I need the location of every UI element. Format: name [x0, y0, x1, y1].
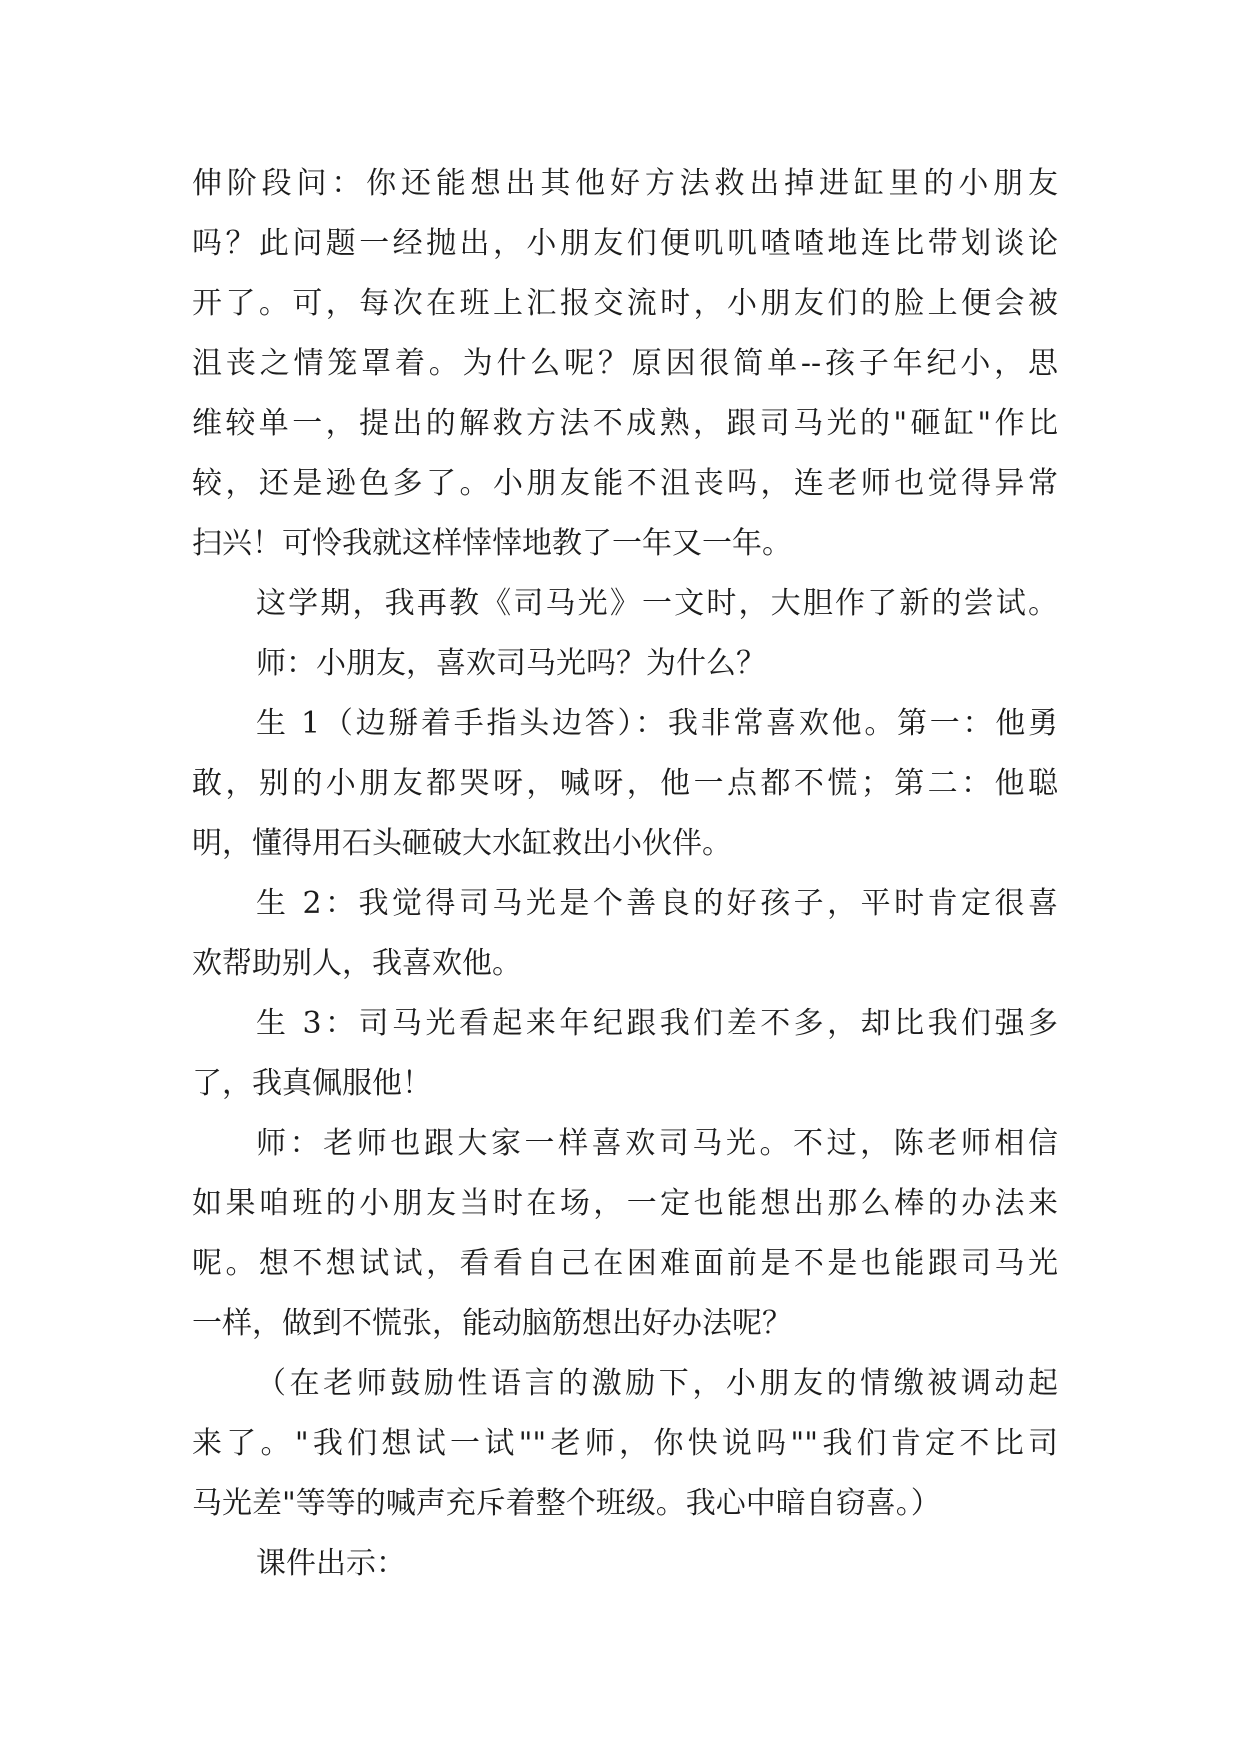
- paragraph: [192, 634, 1058, 694]
- text-body: [192, 154, 1058, 1594]
- paragraph: [192, 1114, 1058, 1354]
- text-line: 欢帮助别人，我喜欢他。: [192, 946, 522, 981]
- text-line: 扫兴！可怜我就这样悻悻地教了一年又一年。: [192, 526, 792, 561]
- paragraph: [192, 1534, 1058, 1594]
- text-line: 师：小朋友，喜欢司马光吗？为什么？: [256, 646, 766, 681]
- text-line: 开了。可，每次在班上汇报交流时，小朋友们的脸上便会被: [192, 286, 1058, 321]
- text-line: 维较单一，提出的解救方法不成熟，跟司马光的"砸缸"作比: [192, 406, 1058, 441]
- paragraph: [192, 994, 1058, 1114]
- text-line: 一样，做到不慌张，能动脑筋想出好办法呢？: [192, 1306, 792, 1341]
- text-line: 生 2：我觉得司马光是个善良的好孩子，平时肯定很喜: [256, 886, 1058, 921]
- paragraph: [192, 874, 1058, 994]
- paragraph: [192, 574, 1058, 634]
- paragraph: [192, 694, 1058, 874]
- text-line: 生 1（边掰着手指头边答）：我非常喜欢他。第一：他勇: [256, 706, 1058, 741]
- text-line: 明，懂得用石头砸破大水缸救出小伙伴。: [192, 826, 732, 861]
- text-line: 伸阶段问：你还能想出其他好方法救出掉进缸里的小朋友: [192, 166, 1058, 201]
- text-line: 课件出示：: [256, 1546, 406, 1581]
- text-line: （在老师鼓励性语言的激励下，小朋友的情缴被调动起: [256, 1366, 1058, 1401]
- paragraph: [192, 154, 1058, 574]
- text-line: 呢。想不想试试，看看自己在困难面前是不是也能跟司马光: [192, 1246, 1058, 1281]
- text-line: 来了。"我们想试一试""老师，你快说吗""我们肯定不比司: [192, 1426, 1058, 1461]
- text-line: 较，还是逊色多了。小朋友能不沮丧吗，连老师也觉得异常: [192, 466, 1058, 501]
- paragraph: [192, 1354, 1058, 1534]
- text-line: 师：老师也跟大家一样喜欢司马光。不过，陈老师相信: [256, 1126, 1058, 1161]
- text-line: 吗？此问题一经抛出，小朋友们便叽叽喳喳地连比带划谈论: [192, 226, 1058, 261]
- text-line: 这学期，我再教《司马光》一文时，大胆作了新的尝试。: [256, 586, 1058, 621]
- text-line: 马光差"等等的喊声充斥着整个班级。我心中暗自窃喜。）: [192, 1486, 941, 1521]
- text-line: 敢，别的小朋友都哭呀，喊呀，他一点都不慌；第二：他聪: [192, 766, 1058, 801]
- text-line: 生 3：司马光看起来年纪跟我们差不多，却比我们强多: [256, 1006, 1058, 1041]
- text-line: 了，我真佩服他！: [192, 1066, 432, 1101]
- text-line: 如果咱班的小朋友当时在场，一定也能想出那么棒的办法来: [192, 1186, 1058, 1221]
- text-line: 沮丧之情笼罩着。为什么呢？原因很简单--孩子年纪小，思: [192, 346, 1058, 381]
